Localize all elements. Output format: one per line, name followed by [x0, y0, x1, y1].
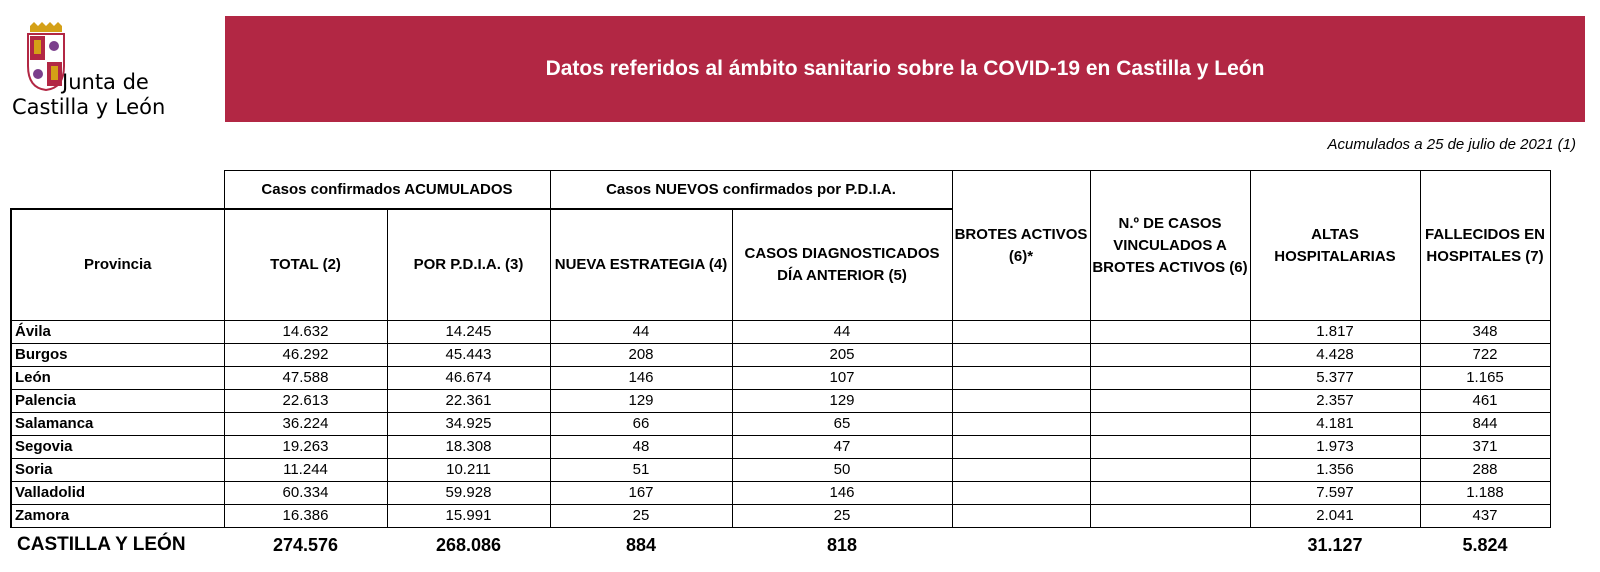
col-header-altas: ALTAS HOSPITALARIAS — [1250, 171, 1420, 321]
cell-vinc — [1090, 344, 1250, 367]
cell-total: 16.386 — [224, 505, 387, 528]
cell-altas: 4.428 — [1250, 344, 1420, 367]
cell-diag: 25 — [732, 505, 952, 528]
cell-provincia: Valladolid — [11, 482, 224, 505]
cell-brotes — [952, 413, 1090, 436]
cell-total: 36.224 — [224, 413, 387, 436]
table-row — [11, 482, 1550, 505]
date-subtitle: Acumulados a 25 de julio de 2021 (1) — [1327, 136, 1576, 153]
logo-text-line2: Castilla y León — [12, 95, 166, 119]
col-header-total: TOTAL (2) — [224, 209, 387, 321]
total-brotes — [952, 528, 1090, 563]
cell-brotes — [952, 321, 1090, 344]
cell-diag: 146 — [732, 482, 952, 505]
cell-vinc — [1090, 367, 1250, 390]
logo-text-line1: Junta de — [62, 70, 149, 94]
cell-nueva: 44 — [550, 321, 732, 344]
cell-brotes — [952, 436, 1090, 459]
cell-fall: 844 — [1420, 413, 1550, 436]
cell-por-pdia: 18.308 — [387, 436, 550, 459]
cell-brotes — [952, 344, 1090, 367]
cell-total: 46.292 — [224, 344, 387, 367]
cell-por-pdia: 22.361 — [387, 390, 550, 413]
cell-nueva: 146 — [550, 367, 732, 390]
cell-fall: 348 — [1420, 321, 1550, 344]
cell-por-pdia: 34.925 — [387, 413, 550, 436]
cell-fall: 288 — [1420, 459, 1550, 482]
col-header-nueva-estrategia: NUEVA ESTRATEGIA (4) — [550, 209, 732, 321]
cell-vinc — [1090, 482, 1250, 505]
table-row — [11, 459, 1550, 482]
cell-provincia: León — [11, 367, 224, 390]
cell-vinc — [1090, 321, 1250, 344]
cell-altas: 1.817 — [1250, 321, 1420, 344]
cell-diag: 205 — [732, 344, 952, 367]
table-row — [11, 390, 1550, 413]
total-fall: 5.824 — [1462, 534, 1508, 555]
cell-por-pdia: 46.674 — [387, 367, 550, 390]
cell-total: 47.588 — [224, 367, 387, 390]
table-row — [11, 344, 1550, 367]
cell-total: 14.632 — [224, 321, 387, 344]
cell-diag: 47 — [732, 436, 952, 459]
cell-nueva: 48 — [550, 436, 732, 459]
total-vinc — [1090, 528, 1250, 563]
total-provincia: CASTILLA Y LEÓN — [17, 534, 186, 555]
cell-nueva: 51 — [550, 459, 732, 482]
cell-fall: 371 — [1420, 436, 1550, 459]
total-nueva: 884 — [625, 534, 657, 555]
col-header-brotes: BROTES ACTIVOS (6)* — [952, 171, 1090, 321]
col-header-fallecidos: FALLECIDOS EN HOSPITALES (7) — [1420, 171, 1550, 321]
group-header-acumulados: Casos confirmados ACUMULADOS — [224, 171, 550, 210]
cell-altas: 5.377 — [1250, 367, 1420, 390]
cell-altas: 1.356 — [1250, 459, 1420, 482]
total-total: 274.576 — [272, 534, 339, 555]
cell-vinc — [1090, 459, 1250, 482]
cell-total: 19.263 — [224, 436, 387, 459]
cell-brotes — [952, 505, 1090, 528]
total-altas: 31.127 — [1307, 534, 1363, 555]
cell-total: 22.613 — [224, 390, 387, 413]
cell-por-pdia: 59.928 — [387, 482, 550, 505]
cell-diag: 107 — [732, 367, 952, 390]
cell-diag: 50 — [732, 459, 952, 482]
cell-diag: 129 — [732, 390, 952, 413]
cell-nueva: 129 — [550, 390, 732, 413]
total-row — [11, 528, 1550, 563]
cell-provincia: Soria — [11, 459, 224, 482]
cell-fall: 722 — [1420, 344, 1550, 367]
header-empty-cell — [11, 171, 224, 210]
cell-brotes — [952, 390, 1090, 413]
cell-altas: 4.181 — [1250, 413, 1420, 436]
cell-altas: 7.597 — [1250, 482, 1420, 505]
table-row — [11, 436, 1550, 459]
table-row — [11, 505, 1550, 528]
cell-fall: 1.165 — [1420, 367, 1550, 390]
total-diag: 818 — [826, 534, 858, 555]
cell-brotes — [952, 482, 1090, 505]
cell-vinc — [1090, 413, 1250, 436]
table-row — [11, 413, 1550, 436]
table-row — [11, 321, 1550, 344]
cell-nueva: 25 — [550, 505, 732, 528]
cell-diag: 65 — [732, 413, 952, 436]
cell-provincia: Zamora — [11, 505, 224, 528]
cell-fall: 1.188 — [1420, 482, 1550, 505]
cell-nueva: 208 — [550, 344, 732, 367]
cell-brotes — [952, 367, 1090, 390]
cell-provincia: Ávila — [11, 321, 224, 344]
col-header-casos-diagnosticados: CASOS DIAGNOSTICADOS DÍA ANTERIOR (5) — [732, 209, 952, 321]
cell-vinc — [1090, 436, 1250, 459]
cell-por-pdia: 14.245 — [387, 321, 550, 344]
cell-provincia: Burgos — [11, 344, 224, 367]
cell-por-pdia: 15.991 — [387, 505, 550, 528]
covid-data-table — [10, 170, 1551, 562]
cell-vinc — [1090, 505, 1250, 528]
cell-por-pdia: 45.443 — [387, 344, 550, 367]
page-title: Datos referidos al ámbito sanitario sobre la COVID-19 en Castilla y León — [545, 57, 1265, 80]
table-row — [11, 367, 1550, 390]
cell-total: 60.334 — [224, 482, 387, 505]
cell-diag: 44 — [732, 321, 952, 344]
col-header-vinculados: N.º DE CASOS VINCULADOS A BROTES ACTIVOS (6) — [1090, 171, 1250, 321]
cell-vinc — [1090, 390, 1250, 413]
cell-altas: 2.357 — [1250, 390, 1420, 413]
cell-fall: 437 — [1420, 505, 1550, 528]
cell-provincia: Salamanca — [11, 413, 224, 436]
cell-por-pdia: 10.211 — [387, 459, 550, 482]
cell-altas: 1.973 — [1250, 436, 1420, 459]
cell-provincia: Segovia — [11, 436, 224, 459]
cell-fall: 461 — [1420, 390, 1550, 413]
total-por-pdia: 268.086 — [435, 534, 502, 555]
cell-brotes — [952, 459, 1090, 482]
group-header-nuevos: Casos NUEVOS confirmados por P.D.I.A. — [550, 171, 952, 210]
junta-logo — [12, 22, 212, 122]
title-banner — [225, 16, 1585, 122]
cell-nueva: 167 — [550, 482, 732, 505]
cell-altas: 2.041 — [1250, 505, 1420, 528]
cell-total: 11.244 — [224, 459, 387, 482]
cell-provincia: Palencia — [11, 390, 224, 413]
cell-nueva: 66 — [550, 413, 732, 436]
col-header-por-pdia: POR P.D.I.A. (3) — [387, 209, 550, 321]
col-header-provincia: Provincia — [11, 209, 224, 321]
